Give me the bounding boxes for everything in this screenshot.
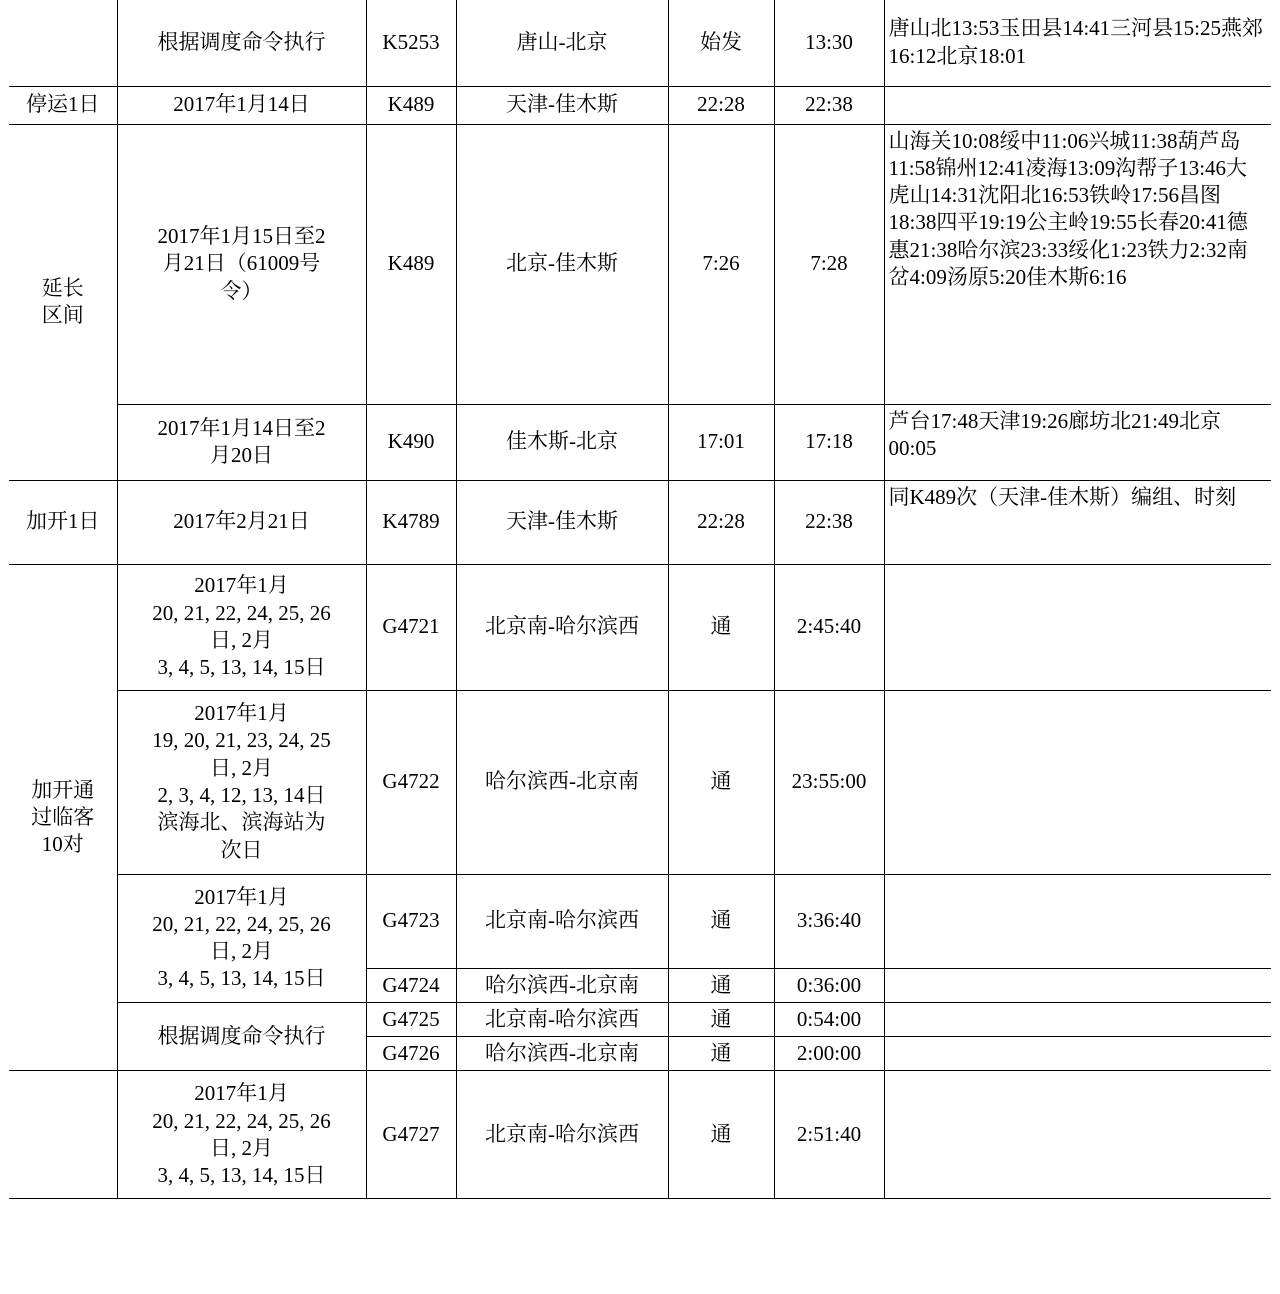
cell-train-number: G4725 — [366, 1002, 456, 1036]
cell-route: 北京南-哈尔滨西 — [456, 874, 668, 968]
cell-note — [884, 874, 1271, 968]
date-line-4: 3, 4, 5, 13, 14, 15日 — [157, 1163, 326, 1188]
cell-note — [884, 564, 1271, 690]
table-row — [9, 480, 1271, 564]
cell-route: 北京-佳木斯 — [456, 124, 668, 404]
cell-date: 2017年1月14日 — [117, 86, 366, 124]
cell-arrival: 22:28 — [668, 86, 774, 124]
cell-date — [117, 124, 366, 404]
table-row — [9, 564, 1271, 690]
table-row — [9, 404, 1271, 480]
cell-departure: 22:38 — [774, 86, 884, 124]
date-line-2: 20, 21, 22, 24, 25, 26 — [152, 911, 331, 936]
cell-train-number: G4724 — [366, 968, 456, 1002]
cell-route: 哈尔滨西-北京南 — [456, 690, 668, 874]
cell-departure: 3:36:40 — [774, 874, 884, 968]
cell-route: 北京南-哈尔滨西 — [456, 1071, 668, 1199]
date-line-4: 3, 4, 5, 13, 14, 15日 — [157, 655, 326, 680]
cell-category: 加开1日 — [9, 480, 117, 564]
cell-note — [884, 86, 1271, 124]
cell-note — [884, 968, 1271, 1002]
cell-train-number: G4722 — [366, 690, 456, 874]
date-line-5: 滨海北、滨海站为 — [157, 810, 326, 835]
cell-category — [9, 1071, 117, 1199]
cell-train-number: K489 — [366, 124, 456, 404]
cell-arrival: 通 — [668, 1037, 774, 1071]
cell-arrival: 通 — [668, 1071, 774, 1199]
category-line-3: 10对 — [41, 832, 84, 857]
cell-date: 根据调度命令执行 — [117, 0, 366, 86]
cell-departure: 0:54:00 — [774, 1002, 884, 1036]
date-line-3: 日, 2月 — [210, 628, 273, 652]
cell-route: 天津-佳木斯 — [456, 480, 668, 564]
cell-arrival: 通 — [668, 690, 774, 874]
cell-train-number: G4726 — [366, 1037, 456, 1071]
date-line-2: 月21日（61009号 — [162, 251, 321, 276]
cell-arrival: 通 — [668, 968, 774, 1002]
date-line-1: 2017年1月14日至2 — [157, 415, 326, 440]
cell-route: 天津-佳木斯 — [456, 86, 668, 124]
date-line-2: 19, 20, 21, 23, 24, 25 — [152, 728, 331, 753]
cell-arrival: 17:01 — [668, 404, 774, 480]
cell-train-number: G4727 — [366, 1071, 456, 1199]
cell-route: 北京南-哈尔滨西 — [456, 564, 668, 690]
cell-arrival: 7:26 — [668, 124, 774, 404]
date-line-6: 次日 — [220, 837, 263, 862]
date-line-3: 日, 2月 — [210, 1135, 273, 1160]
cell-note — [884, 1071, 1271, 1199]
cell-train-number: K4789 — [366, 480, 456, 564]
cell-date — [117, 404, 366, 480]
cell-route: 唐山-北京 — [456, 0, 668, 86]
table-row — [9, 0, 1271, 86]
date-line-1: 2017年1月 — [194, 884, 289, 909]
cell-arrival: 通 — [668, 1002, 774, 1036]
table-row — [9, 1002, 1271, 1036]
table-row — [9, 86, 1271, 124]
cell-note: 芦台17:48天津19:26廊坊北21:49北京00:05 — [884, 404, 1271, 480]
table-row — [9, 1071, 1271, 1199]
cell-arrival: 始发 — [668, 0, 774, 86]
cell-arrival: 22:28 — [668, 480, 774, 564]
date-line-1: 2017年1月15日至2 — [157, 224, 326, 249]
cell-train-number: G4721 — [366, 564, 456, 690]
cell-route: 哈尔滨西-北京南 — [456, 968, 668, 1002]
cell-category: 停运1日 — [9, 86, 117, 124]
cell-date: 2017年2月21日 — [117, 480, 366, 564]
date-line-2: 20, 21, 22, 24, 25, 26 — [152, 600, 331, 625]
date-line-2: 月20日 — [210, 443, 273, 467]
category-line-2: 过临客 — [31, 804, 95, 829]
date-line-1: 2017年1月 — [194, 701, 289, 726]
table-row — [9, 690, 1271, 874]
cell-train-number: K489 — [366, 86, 456, 124]
cell-note — [884, 1002, 1271, 1036]
cell-route: 北京南-哈尔滨西 — [456, 1002, 668, 1036]
cell-date: 根据调度命令执行 — [117, 1002, 366, 1071]
date-line-2: 20, 21, 22, 24, 25, 26 — [152, 1108, 331, 1133]
cell-date — [117, 564, 366, 690]
category-line-1: 延长 — [41, 275, 84, 300]
cell-departure: 22:38 — [774, 480, 884, 564]
cell-category — [9, 124, 117, 480]
cell-departure: 0:36:00 — [774, 968, 884, 1002]
category-line-1: 加开通 — [31, 777, 95, 802]
cell-departure: 7:28 — [774, 124, 884, 404]
cell-train-number: K5253 — [366, 0, 456, 86]
cell-departure: 2:45:40 — [774, 564, 884, 690]
cell-departure: 2:51:40 — [774, 1071, 884, 1199]
date-line-3: 日, 2月 — [210, 755, 273, 780]
date-line-3: 日, 2月 — [210, 939, 273, 964]
cell-departure: 2:00:00 — [774, 1037, 884, 1071]
cell-category — [9, 564, 117, 1071]
cell-category — [9, 0, 117, 86]
cell-route: 佳木斯-北京 — [456, 404, 668, 480]
cell-date — [117, 874, 366, 1002]
cell-date — [117, 1071, 366, 1199]
cell-train-number: K490 — [366, 404, 456, 480]
cell-departure: 17:18 — [774, 404, 884, 480]
cell-note — [884, 1037, 1271, 1071]
cell-departure: 13:30 — [774, 0, 884, 86]
category-line-2: 区间 — [41, 303, 84, 327]
date-line-4: 3, 4, 5, 13, 14, 15日 — [157, 966, 326, 991]
cell-note: 唐山北13:53玉田县14:41三河县15:25燕郊16:12北京18:01 — [884, 0, 1271, 86]
table-row — [9, 874, 1271, 968]
cell-arrival: 通 — [668, 564, 774, 690]
cell-route: 哈尔滨西-北京南 — [456, 1037, 668, 1071]
cell-train-number: G4723 — [366, 874, 456, 968]
train-schedule-table — [9, 0, 1271, 1199]
date-line-3: 令） — [220, 278, 263, 303]
cell-arrival: 通 — [668, 874, 774, 968]
date-line-1: 2017年1月 — [194, 573, 289, 598]
cell-note: 山海关10:08绥中11:06兴城11:38葫芦岛11:58锦州12:41凌海13:09沟帮子13:46大虎山14:31沈阳北16:53铁岭17:56昌图18:38四平19:19公主岭19:55长春20:41德惠21:38哈尔滨23:33绥化1:23铁力2:32南岔4:09汤原5:20佳木斯6:16 — [884, 124, 1271, 404]
cell-date — [117, 690, 366, 874]
table-row — [9, 124, 1271, 404]
cell-note: 同K489次（天津-佳木斯）编组、时刻 — [884, 480, 1271, 564]
date-line-1: 2017年1月 — [194, 1081, 289, 1106]
date-line-4: 2, 3, 4, 12, 13, 14日 — [157, 783, 326, 807]
cell-note — [884, 690, 1271, 874]
cell-departure: 23:55:00 — [774, 690, 884, 874]
